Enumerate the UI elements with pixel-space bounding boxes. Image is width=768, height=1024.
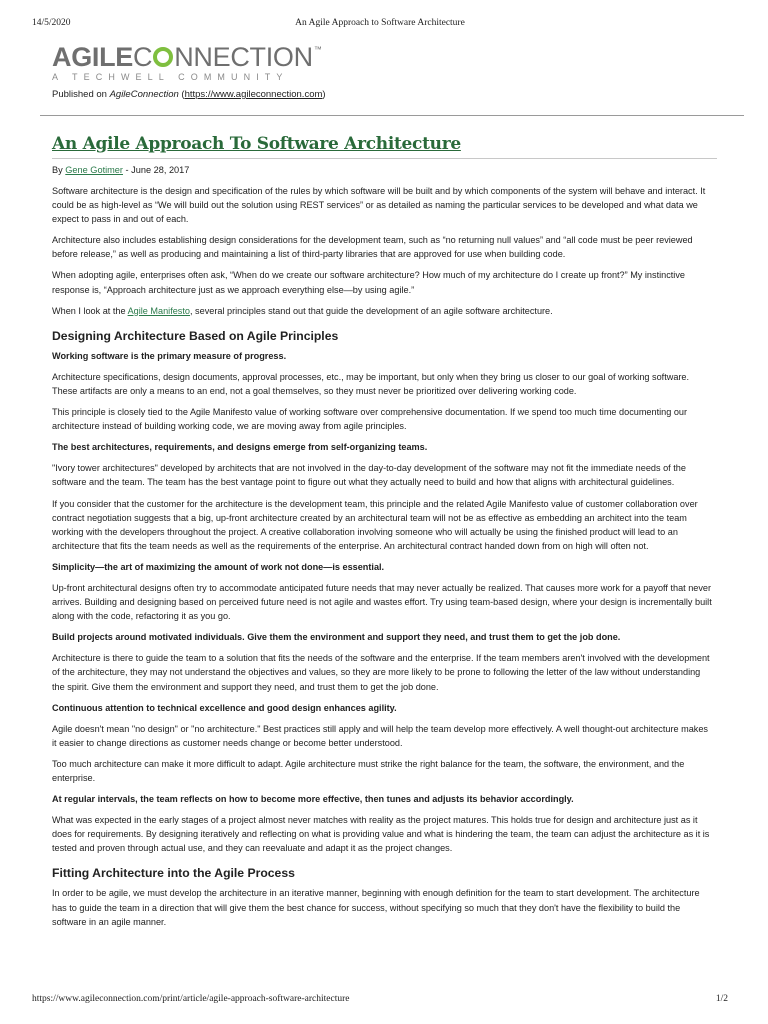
agile-manifesto-link[interactable]: Agile Manifesto: [127, 305, 190, 316]
paragraph: This principle is closely tied to the Agile Manifesto value of working software over comprehensive documentation. If we spend too much time documenting our architecture instead of building working code, we are moving away from agile principles.: [52, 407, 688, 432]
logo-wordmark: AGILEC NNECTION™: [52, 42, 322, 72]
section-heading: Designing Architecture Based on Agile Principles: [52, 328, 339, 343]
site-name: AgileConnection: [109, 89, 179, 100]
print-url: https://www.agileconnection.com/print/article/agile-approach-software-architecture: [32, 994, 350, 1004]
paragraph: Too much architecture can make it more difficult to adapt. Agile architecture must strike the right balance for the team, the software, the environment, and the enterprise.: [52, 758, 685, 783]
author-link[interactable]: Gene Gotimer: [65, 165, 123, 175]
paragraph: Agile doesn't mean "no design" or "no architecture." Best practices still apply and will help the team develop more effectively. A well thought-out architecture makes it easier to change directions as customer needs change or become better understood.: [52, 723, 708, 748]
agileconnection-logo[interactable]: [52, 36, 322, 82]
principle-heading: The best architectures, requirements, and designs emerge from self-organizing teams.: [52, 442, 428, 453]
article: [52, 134, 712, 936]
paragraph: Architecture specifications, design documents, approval processes, etc., may be important, but only when they bring us closer to our goal of working software. These artifacts are only a means to an end, not a goal themselves, so they must never be prioritized over delivering working code.: [52, 371, 690, 396]
print-date: 14/5/2020: [32, 18, 71, 28]
page-number: 1/2: [715, 994, 728, 1004]
principle-heading: Build projects around motivated individuals. Give them the environment and support they need, and trust them to get the job done.: [52, 632, 621, 643]
paragraph: When adopting agile, enterprises often ask, “When do we create our software architecture? How much of my architecture do I create up front?” My instinctive response is, “Approach architecture just as we approach everything else—by using agile.”: [52, 270, 685, 295]
principle-heading: Continuous attention to technical excellence and good design enhances agility.: [52, 702, 397, 713]
header-divider: [40, 115, 744, 116]
site-url-link[interactable]: https://www.agileconnection.com: [184, 89, 323, 100]
byline: By Gene Gotimer - June 28, 2017: [52, 165, 190, 175]
principle-heading: Working software is the primary measure of progress.: [52, 350, 287, 361]
print-page-title: An Agile Approach to Software Architecture: [295, 18, 465, 28]
principle-heading: Simplicity—the art of maximizing the amount of work not done—is essential.: [52, 561, 385, 572]
principle-heading: At regular intervals, the team reflects on how to become more effective, then tunes and adjusts its behavior accordingly.: [52, 794, 574, 805]
paragraph: In order to be agile, we must develop the architecture in an iterative manner, beginning with enough definition for the team to start development. The architecture has to guide the team in a direction that will give them the best chance for success, without specifying so much that they don't have the flexibility to build the software in an agile manner.: [52, 888, 700, 927]
paragraph: Software architecture is the design and specification of the rules by which software will be built and by which components of the system will behave and interact. It could be as high-level as “We will build out the solution using REST services” or as detailed as naming the particular services to be developed and what data we expect to pass in and out of each.: [52, 186, 706, 225]
logo-ring-icon: [153, 47, 173, 67]
published-on: Published on AgileConnection (https://www.agileconnection.com): [52, 89, 326, 100]
paragraph: If you consider that the customer for the architecture is the development team, this principle and the related Agile Manifesto value of customer collaboration over contract negotiation suggests that a big, up-front architecture created by an architectural team will not be as effective as embedding an architect into the team working with the developers throughout the project. A creative collaboration involving someone who will actually be using the finished product will lead to an architecture that fits the team needs as well as the requirements of the enterprise. An architectural contract handed down from on high will often not.: [52, 498, 698, 551]
paragraph: Architecture is there to guide the team to a solution that fits the needs of the software and the enterprise. If the team members aren't involved with the development of the architecture, they may not understand the objectives and values, so they are more likely to be prone to following the letter of the law without understanding the spirit. Give them the environment and support they need, and trust them to get the job done.: [52, 653, 710, 692]
title-divider: [52, 158, 717, 159]
paragraph: "Ivory tower architectures" developed by architects that are not involved in the day-to-day development of the software may not fit the immediate needs of the software and the team. The team has the best vantage point to figure out what they actually need to build and how that aligns with architectural guidelines.: [52, 463, 686, 488]
paragraph: Architecture also includes establishing design considerations for the development team, such as “no returning null values” and “all code must be peer reviewed before release,” as well as producing and maintaining a list of third-party libraries that are approved for use when building code.: [52, 235, 693, 260]
paragraph: When I look at the Agile Manifesto, several principles stand out that guide the development of an agile software architecture.: [52, 305, 553, 316]
article-title[interactable]: An Agile Approach To Software Architecture: [52, 134, 461, 154]
paragraph: What was expected in the early stages of a project almost never matches with reality as the project matures. This holds true for design and architecture just as it does for requirements. By designing iteratively and reflecting on what is providing value and what is hindering the team, the team can adjust the architecture as it is tested and proven through actual use, and they can reevaluate and adapt it as the project changes.: [52, 815, 710, 854]
logo-tagline: A TECHWELL COMMUNITY: [52, 72, 289, 82]
paragraph: Up-front architectural designs often try to accommodate anticipated future needs that may never actually be realized. That causes more work for a payoff that never arrives. Building and designing based on perceived future need is not agile and wastes effort. Try using team-based design, where your design is incrementally built along with the code, refactoring it as you go.: [52, 582, 712, 622]
section-heading: Fitting Architecture into the Agile Process: [52, 866, 295, 881]
